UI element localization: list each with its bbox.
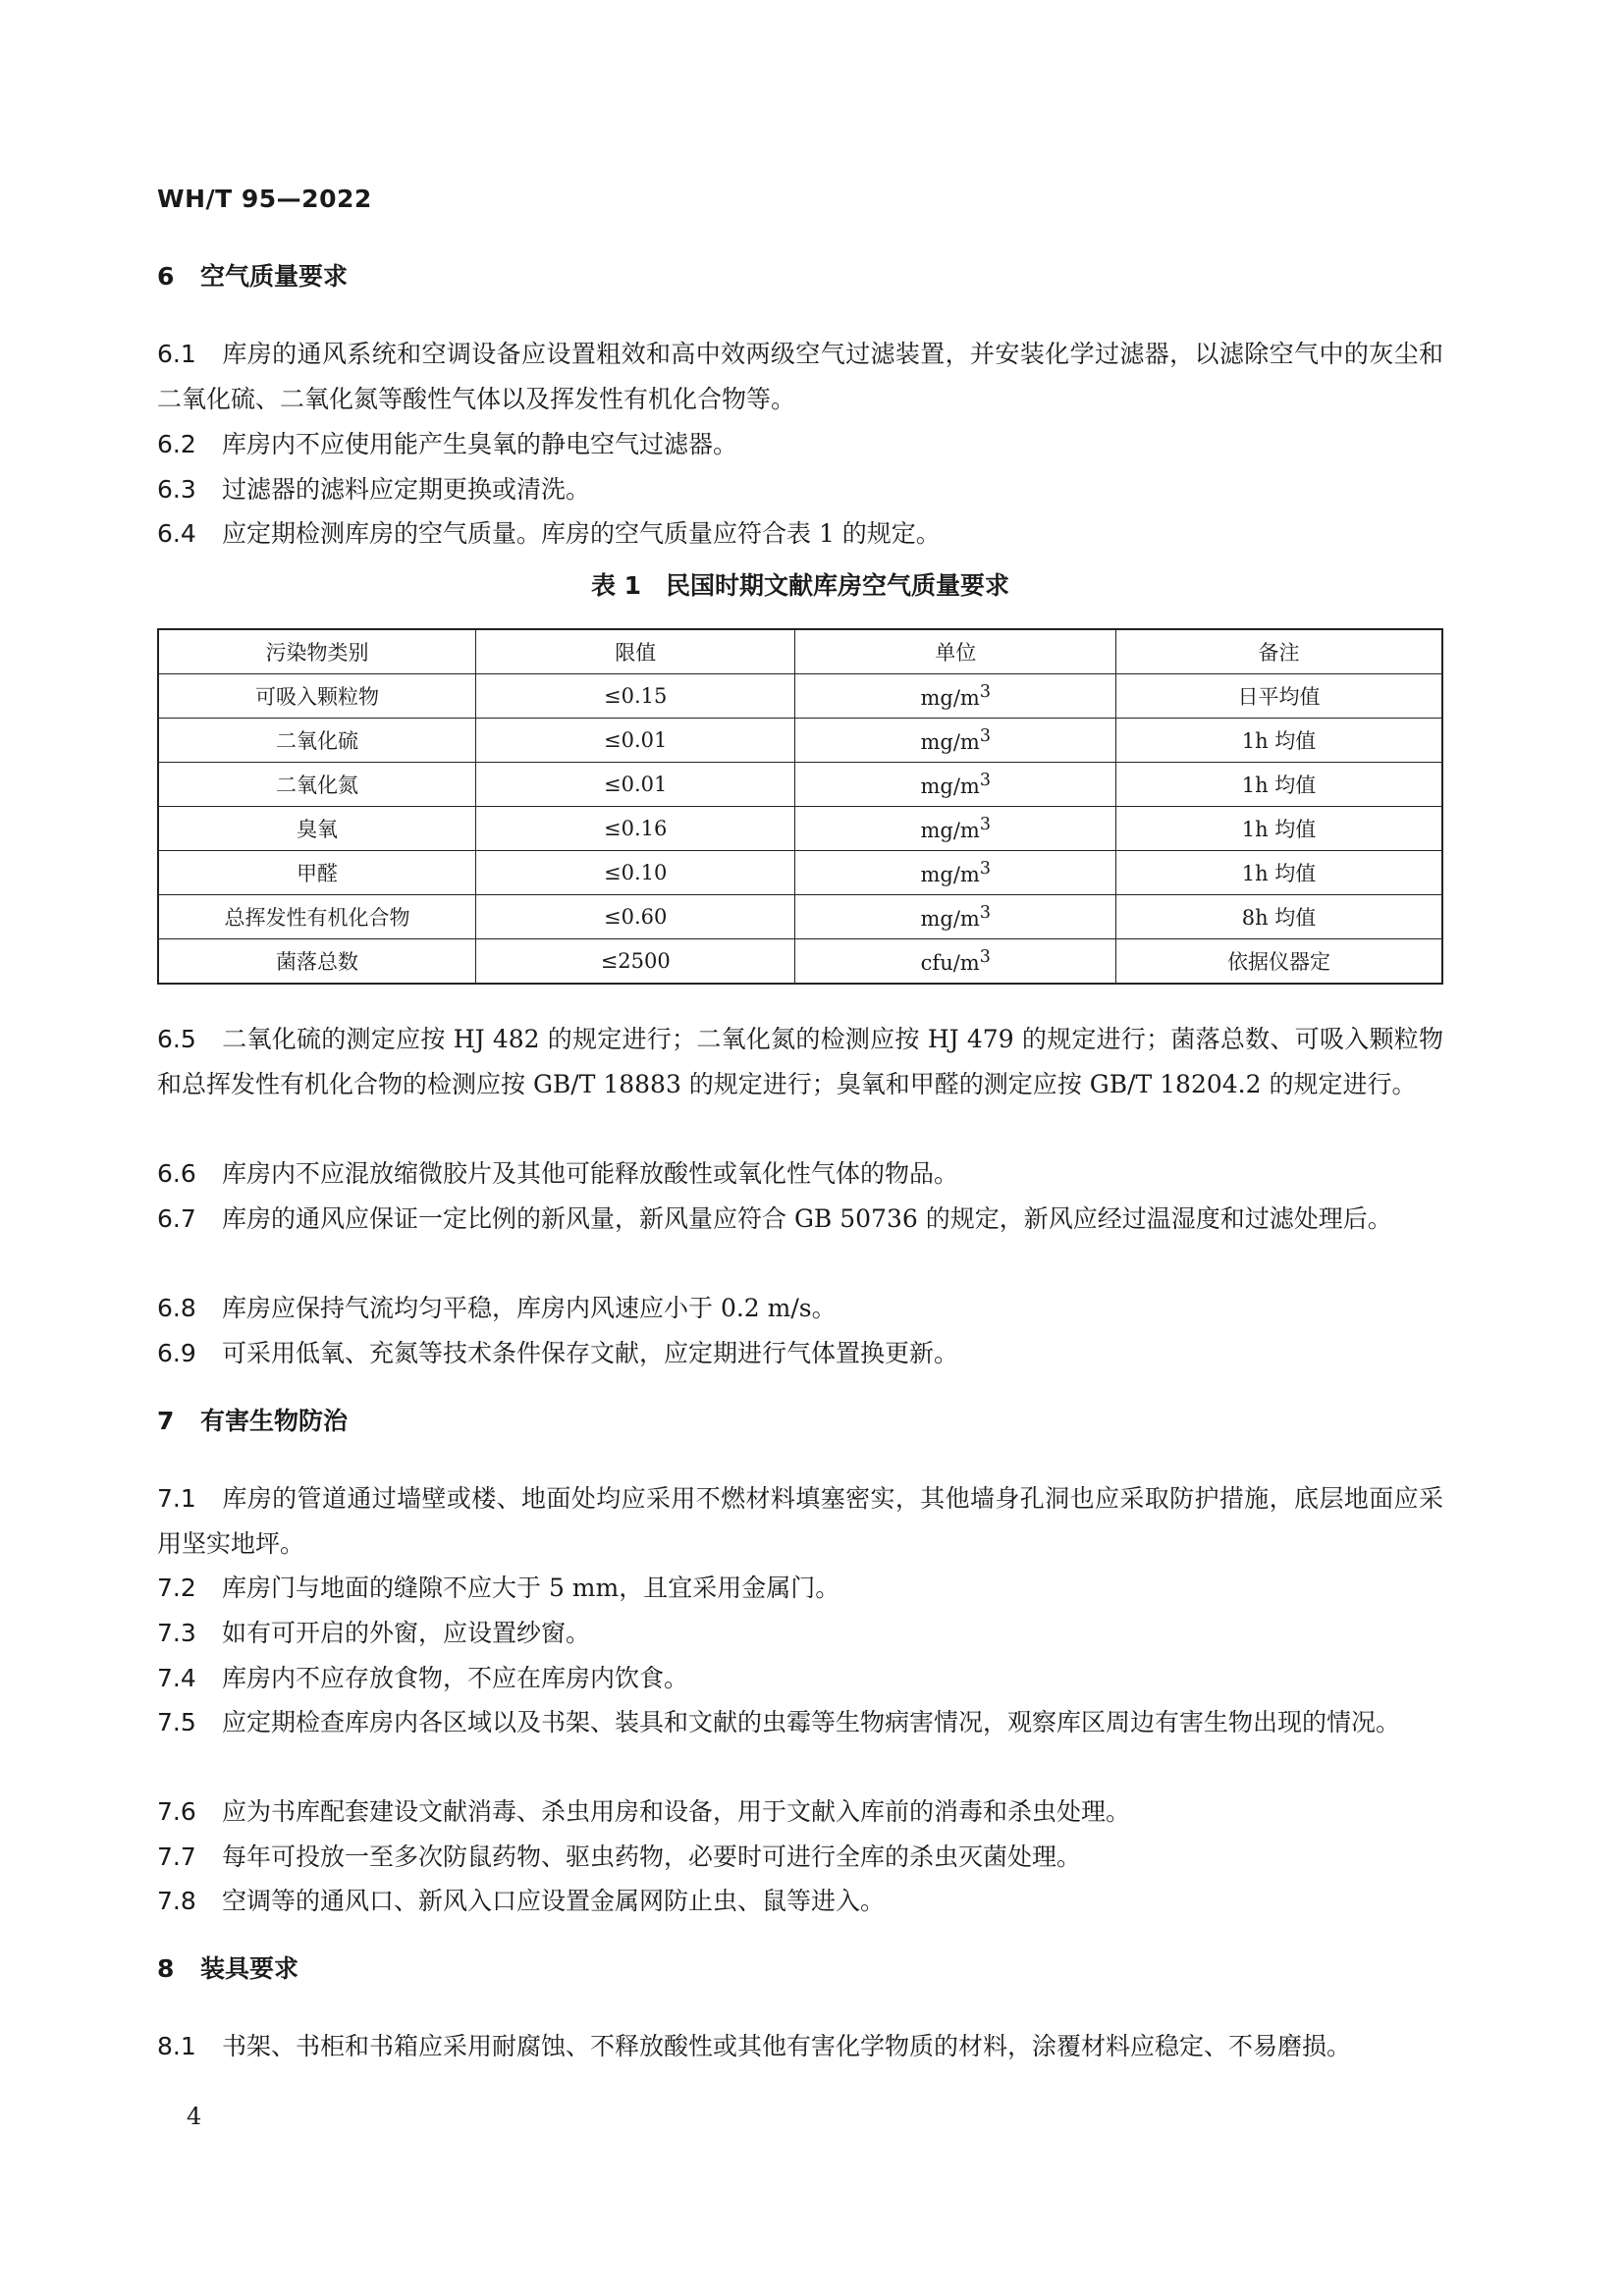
remark-cell: 1h 均值: [1116, 763, 1442, 807]
remark-cell: 依据仪器定: [1116, 939, 1442, 985]
clause-number: 6.3: [157, 475, 196, 504]
standard-code: WH/T 95—2022: [157, 185, 372, 213]
table-row: [158, 939, 1442, 985]
column-header: 污染物类别: [158, 629, 475, 674]
clause: [157, 1700, 1443, 1745]
limit-cell: ≤0.01: [475, 719, 795, 763]
section-title: 装具要求: [200, 1954, 299, 1983]
clause-number: 6.8: [157, 1294, 196, 1322]
clause-number: 7.4: [157, 1664, 196, 1692]
clause: [157, 332, 1443, 422]
clause-number: 6.7: [157, 1204, 196, 1233]
pollutant-cell: 二氧化氮: [158, 763, 475, 807]
remark-cell: 1h 均值: [1116, 807, 1442, 851]
clause: [157, 1879, 1443, 1924]
clause-number: 6.5: [157, 1025, 196, 1053]
section-heading: [157, 1402, 348, 1437]
clause-text: 书架、书柜和书箱应采用耐腐蚀、不释放酸性或其他有害化学物质的材料，涂覆材料应稳定、不易磨损。: [222, 2032, 1352, 2060]
clause-text: 库房门与地面的缝隙不应大于 5 mm，且宜采用金属门。: [222, 1574, 840, 1602]
unit-cell: $mg/m^3$: [795, 807, 1116, 851]
clause-text: 过滤器的滤料应定期更换或清洗。: [222, 475, 591, 504]
section-number: 6: [157, 262, 175, 291]
unit-cell: $mg/m^3$: [795, 674, 1116, 719]
column-header: 单位: [795, 629, 1116, 674]
remark-cell: 日平均值: [1116, 674, 1442, 719]
unit-cell: cfu/$m^3$: [795, 939, 1116, 985]
pollutant-cell: 甲醛: [158, 851, 475, 895]
clause-number: 6.9: [157, 1339, 196, 1367]
remark-cell: 1h 均值: [1116, 851, 1442, 895]
table-row: [158, 895, 1442, 939]
section-number: 7: [157, 1407, 175, 1435]
column-header: 备注: [1116, 629, 1442, 674]
pollutant-cell: 可吸入颗粒物: [158, 674, 475, 719]
table-caption: 表 1 民国时期文献库房空气质量要求: [590, 571, 1010, 600]
pollutant-cell: 菌落总数: [158, 939, 475, 985]
clause-number: 6.6: [157, 1159, 196, 1188]
clause-number: 6.2: [157, 430, 196, 458]
clause-text: 可采用低氧、充氮等技术条件保存文献，应定期进行气体置换更新。: [222, 1339, 959, 1367]
clause-number: 6.1: [157, 340, 196, 368]
clause: [157, 511, 1443, 557]
clause-text: 二氧化硫的测定应按 HJ 482 的规定进行；二氧化氮的检测应按 HJ 479 的规定进行；菌落总数、可吸入颗粒物和总挥发性有机化合物的检测应按 GB/T 18883 的规定进行；臭氧和甲醛的测定应按 GB/T 18204.2 的规定进行。: [157, 1025, 1443, 1098]
clause-number: 7.7: [157, 1842, 196, 1871]
clause-text: 应定期检测库房的空气质量。库房的空气质量应符合表 1 的规定。: [222, 519, 941, 548]
clause-number: 7.8: [157, 1887, 196, 1915]
table-row: [158, 719, 1442, 763]
section-number: 8: [157, 1954, 175, 1983]
clause: [157, 1476, 1443, 1567]
pollutant-cell: 二氧化硫: [158, 719, 475, 763]
clause-text: 库房内不应使用能产生臭氧的静电空气过滤器。: [222, 430, 738, 458]
clause: [157, 1835, 1443, 1880]
remark-cell: 8h 均值: [1116, 895, 1442, 939]
section-title: 空气质量要求: [200, 262, 349, 291]
unit-cell: $mg/m^3$: [795, 895, 1116, 939]
table-row: [158, 851, 1442, 895]
clause-text: 库房内不应存放食物，不应在库房内饮食。: [222, 1664, 689, 1692]
clause-text: 库房的通风应保证一定比例的新风量，新风量应符合 GB 50736 的规定，新风应经过温湿度和过滤处理后。: [222, 1204, 1392, 1233]
clause: [157, 1197, 1443, 1242]
clause: [157, 1656, 1443, 1701]
section-heading: [157, 257, 348, 293]
section-title: 有害生物防治: [200, 1407, 349, 1435]
clause: [157, 1331, 1443, 1376]
clause-number: 7.2: [157, 1574, 196, 1602]
clause-text: 如有可开启的外窗，应设置纱窗。: [222, 1619, 591, 1647]
clause-text: 库房应保持气流均匀平稳，库房内风速应小于 0.2 m/s。: [222, 1294, 837, 1322]
clause-number: 8.1: [157, 2032, 196, 2060]
clause: [157, 1017, 1443, 1107]
clause: [157, 1286, 1443, 1331]
clause-text: 库房的管道通过墙壁或楼、地面处均应采用不燃材料填塞密实，其他墙身孔洞也应采取防护措施，底层地面应采用坚实地坪。: [157, 1484, 1443, 1558]
clause-text: 应为书库配套建设文献消毒、杀虫用房和设备，用于文献入库前的消毒和杀虫处理。: [222, 1797, 1131, 1826]
clause: [157, 422, 1443, 467]
table-row: [158, 674, 1442, 719]
air-quality-table: [157, 628, 1443, 985]
table-row: [158, 763, 1442, 807]
unit-cell: $mg/m^3$: [795, 719, 1116, 763]
limit-cell: ≤0.16: [475, 807, 795, 851]
clause-number: 6.4: [157, 519, 196, 548]
clause-text: 每年可投放一至多次防鼠药物、驱虫药物，必要时可进行全库的杀虫灭菌处理。: [222, 1842, 1082, 1871]
clause: [157, 1151, 1443, 1197]
limit-cell: ≤0.15: [475, 674, 795, 719]
clause: [157, 467, 1443, 512]
clause-number: 7.5: [157, 1708, 196, 1736]
table-header-row: [158, 629, 1442, 674]
clause: [157, 1611, 1443, 1656]
unit-cell: $mg/m^3$: [795, 763, 1116, 807]
clause-text: 库房的通风系统和空调设备应设置粗效和高中效两级空气过滤装置，并安装化学过滤器，以滤除空气中的灰尘和二氧化硫、二氧化氮等酸性气体以及挥发性有机化合物等。: [157, 340, 1443, 413]
limit-cell: ≤2500: [475, 939, 795, 985]
pollutant-cell: 总挥发性有机化合物: [158, 895, 475, 939]
clause-number: 7.6: [157, 1797, 196, 1826]
limit-cell: ≤0.01: [475, 763, 795, 807]
page-number: 4: [187, 2103, 202, 2130]
limit-cell: ≤0.60: [475, 895, 795, 939]
clause-text: 应定期检查库房内各区域以及书架、装具和文献的虫霉等生物病害情况，观察库区周边有害生物出现的情况。: [222, 1708, 1401, 1736]
limit-cell: ≤0.10: [475, 851, 795, 895]
pollutant-cell: 臭氧: [158, 807, 475, 851]
clause-text: 库房内不应混放缩微胶片及其他可能释放酸性或氧化性气体的物品。: [222, 1159, 959, 1188]
clause-number: 7.1: [157, 1484, 196, 1513]
clause-number: 7.3: [157, 1619, 196, 1647]
section-heading: [157, 1949, 298, 1985]
column-header: 限值: [475, 629, 795, 674]
clause: [157, 2024, 1443, 2069]
clause: [157, 1566, 1443, 1611]
clause: [157, 1789, 1443, 1835]
table-row: [158, 807, 1442, 851]
clause-text: 空调等的通风口、新风入口应设置金属网防止虫、鼠等进入。: [222, 1887, 886, 1915]
unit-cell: $mg/m^3$: [795, 851, 1116, 895]
remark-cell: 1h 均值: [1116, 719, 1442, 763]
